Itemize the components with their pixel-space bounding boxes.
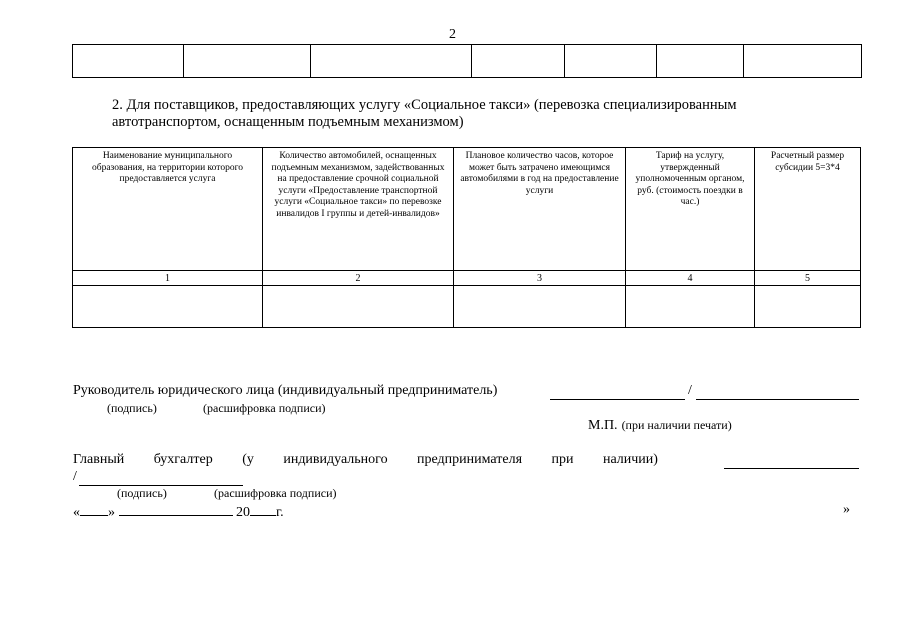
accountant-word: наличии)	[602, 452, 658, 467]
header-planned-hours: Плановое количество часов, которое может быть затрачено имеющимся автомобилями в год на предоставление услуги	[454, 148, 626, 271]
trailing-quote: »	[843, 502, 850, 517]
table-cell	[311, 45, 472, 78]
seal-note: (при наличии печати)	[621, 418, 732, 432]
header-tariff: Тариф на услугу, утвержденный уполномоченным органом, руб. (стоимость поездки в час.)	[626, 148, 755, 271]
header-subsidy: Расчетный размер субсидии 5=3*4	[755, 148, 861, 271]
table-cell	[184, 45, 311, 78]
column-number-row	[73, 271, 861, 286]
accountant-word: предпринимателя	[417, 452, 523, 467]
accountant-signature-field[interactable]	[724, 455, 859, 469]
table-cell	[73, 45, 184, 78]
table-cell	[565, 45, 657, 78]
slash: /	[73, 469, 77, 484]
section-heading-line-2: автотранспортом, оснащенным подъемным механизмом)	[112, 114, 464, 130]
head-signature-label: Руководитель юридического лица (индивидуальный предприниматель)	[73, 383, 498, 398]
table-cell	[472, 45, 565, 78]
slash: /	[688, 383, 692, 398]
section-heading	[112, 97, 812, 131]
accountant-word: Главный	[73, 452, 125, 467]
day-field[interactable]	[80, 502, 108, 516]
accountant-decode-caption: (расшифровка подписи)	[214, 486, 337, 500]
accountant-word: при	[551, 452, 574, 467]
table-cell	[744, 45, 862, 78]
accountant-decode-field[interactable]	[79, 472, 243, 486]
accountant-label	[73, 452, 658, 468]
year-prefix: 20	[236, 505, 250, 520]
head-decode-field[interactable]	[696, 386, 859, 400]
table-cell[interactable]	[755, 286, 861, 328]
accountant-word: (у	[242, 452, 254, 467]
seal-mark	[588, 416, 732, 434]
header-vehicle-count: Количество автомобилей, оснащенных подъемным механизмом, задействованных на предоставление срочной социальной услуги «Предоставление транспортной услуги «Социальное такси» по перевозке инвалидов I группы и детей-инвалидов»	[263, 148, 454, 271]
table-cell[interactable]	[73, 286, 263, 328]
table-header-row	[73, 148, 861, 271]
head-signature-field[interactable]	[550, 386, 685, 400]
head-decode-caption: (расшифровка подписи)	[203, 401, 326, 415]
date-open-quote: «	[73, 505, 80, 520]
column-number: 3	[454, 271, 626, 286]
date-line	[73, 502, 284, 521]
column-number: 5	[755, 271, 861, 286]
column-number: 4	[626, 271, 755, 286]
subsidy-table	[72, 147, 861, 328]
header-municipality: Наименование муниципального образования, на территории которого предоставляется услуга	[73, 148, 263, 271]
section-heading-line-1: 2. Для поставщиков, предоставляющих услугу «Социальное такси» (перевозка специализированным	[112, 97, 737, 113]
column-number: 1	[73, 271, 263, 286]
continuation-table-row	[72, 44, 862, 78]
month-field[interactable]	[119, 502, 233, 516]
table-cell	[657, 45, 744, 78]
table-cell[interactable]	[263, 286, 454, 328]
date-close-quote: »	[108, 505, 115, 520]
year-field[interactable]	[250, 502, 276, 516]
accountant-word: индивидуального	[283, 452, 388, 467]
table-row	[73, 286, 861, 328]
page-number: 2	[449, 27, 456, 42]
head-sign-caption: (подпись)	[107, 401, 157, 415]
accountant-word: бухгалтер	[153, 452, 213, 467]
seal-label: М.П.	[588, 418, 618, 433]
table-cell[interactable]	[626, 286, 755, 328]
year-suffix: г.	[276, 505, 284, 520]
table-cell[interactable]	[454, 286, 626, 328]
column-number: 2	[263, 271, 454, 286]
accountant-sign-caption: (подпись)	[117, 486, 167, 500]
